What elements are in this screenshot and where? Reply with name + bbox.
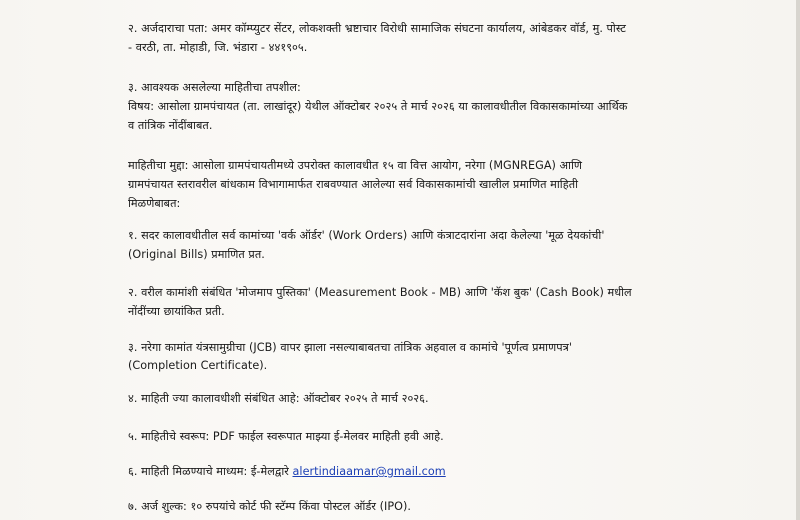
issue-line1: माहितीचा मुद्दा: आसोला ग्रामपंचायतीमध्ये उपरोक्त कालावधीत १५ वा वित्त आयोग, नरेगा (MGNREGA) आणि <box>128 159 583 172</box>
item1-line1: १. सदर कालावधीतील सर्व कामांच्या 'वर्क ऑर्डर' (Work Orders) आणि कंत्राटदारांना अदा केलेल्या 'मूळ देयकांची' <box>128 229 605 242</box>
item2-line1: २. वरील कामांशी संबंधित 'मोजमाप पुस्तिका' (Measurement Book - MB) आणि 'कॅश बुक' (Cash Book) मधील <box>128 286 632 299</box>
email-link[interactable]: alertindiaamar@gmail.com <box>292 465 446 478</box>
subject-line2: व तांत्रिक नोंदींबाबत. <box>128 119 213 132</box>
period-line: ४. माहिती ज्या कालावधीशी संबंधित आहे: ऑक्टोबर २०२५ ते मार्च २०२६. <box>128 392 429 405</box>
medium-label: ६. माहिती मिळण्याचे माध्यम: ई-मेलद्वारे <box>128 465 289 478</box>
applicant-address-line1: २. अर्जदाराचा पता: अमर कॉम्प्युटर सेंटर, लोकशक्ती भ्रष्टाचार विरोधी सामाजिक संघटना कार्यालय, आंबेडकर वॉर्ड, मु. पोस्ट <box>128 22 626 35</box>
applicant-address-line2: - वरठी, ता. मोहाडी, जि. भंडारा - ४४१९०५. <box>128 41 308 54</box>
item3-line2: (Completion Certificate). <box>128 359 268 372</box>
subject-line1: विषय: आसोला ग्रामपंचायत (ता. लाखांदूर) येथील ऑक्टोबर २०२५ ते मार्च २०२६ या कालावधीतील विकासकामांच्या आर्थिक <box>128 100 628 113</box>
issue-line3: मिळणेबाबत: <box>128 197 181 210</box>
medium-line <box>128 465 446 479</box>
info-details-heading: ३. आवश्यक असलेल्या माहितीचा तपशील: <box>128 81 301 94</box>
item3-line1: ३. नरेगा कामांत यंत्रसामुग्रीचा (JCB) वापर झाला नसल्याबाबतचा तांत्रिक अहवाल व कामांचे 'पूर्णत्व प्रमाणपत्र' <box>128 341 573 354</box>
item1-line2: (Original Bills) प्रमाणित प्रत. <box>128 248 265 261</box>
format-line: ५. माहितीचे स्वरूप: PDF फाईल स्वरूपात माझ्या ई-मेलवर माहिती हवी आहे. <box>128 430 444 443</box>
fee-line: ७. अर्ज शुल्क: १० रुपयांचे कोर्ट फी स्टॅम्प किंवा पोस्टल ऑर्डर (IPO). <box>128 500 412 513</box>
page-edge <box>796 0 800 520</box>
issue-line2: ग्रामपंचायत स्तरावरील बांधकाम विभागामार्फत राबवण्यात आलेल्या सर्व विकासकामांची खालील प्रमाणित माहिती <box>128 178 579 191</box>
item2-line2: नोंदींच्या छायांकित प्रती. <box>128 305 225 318</box>
